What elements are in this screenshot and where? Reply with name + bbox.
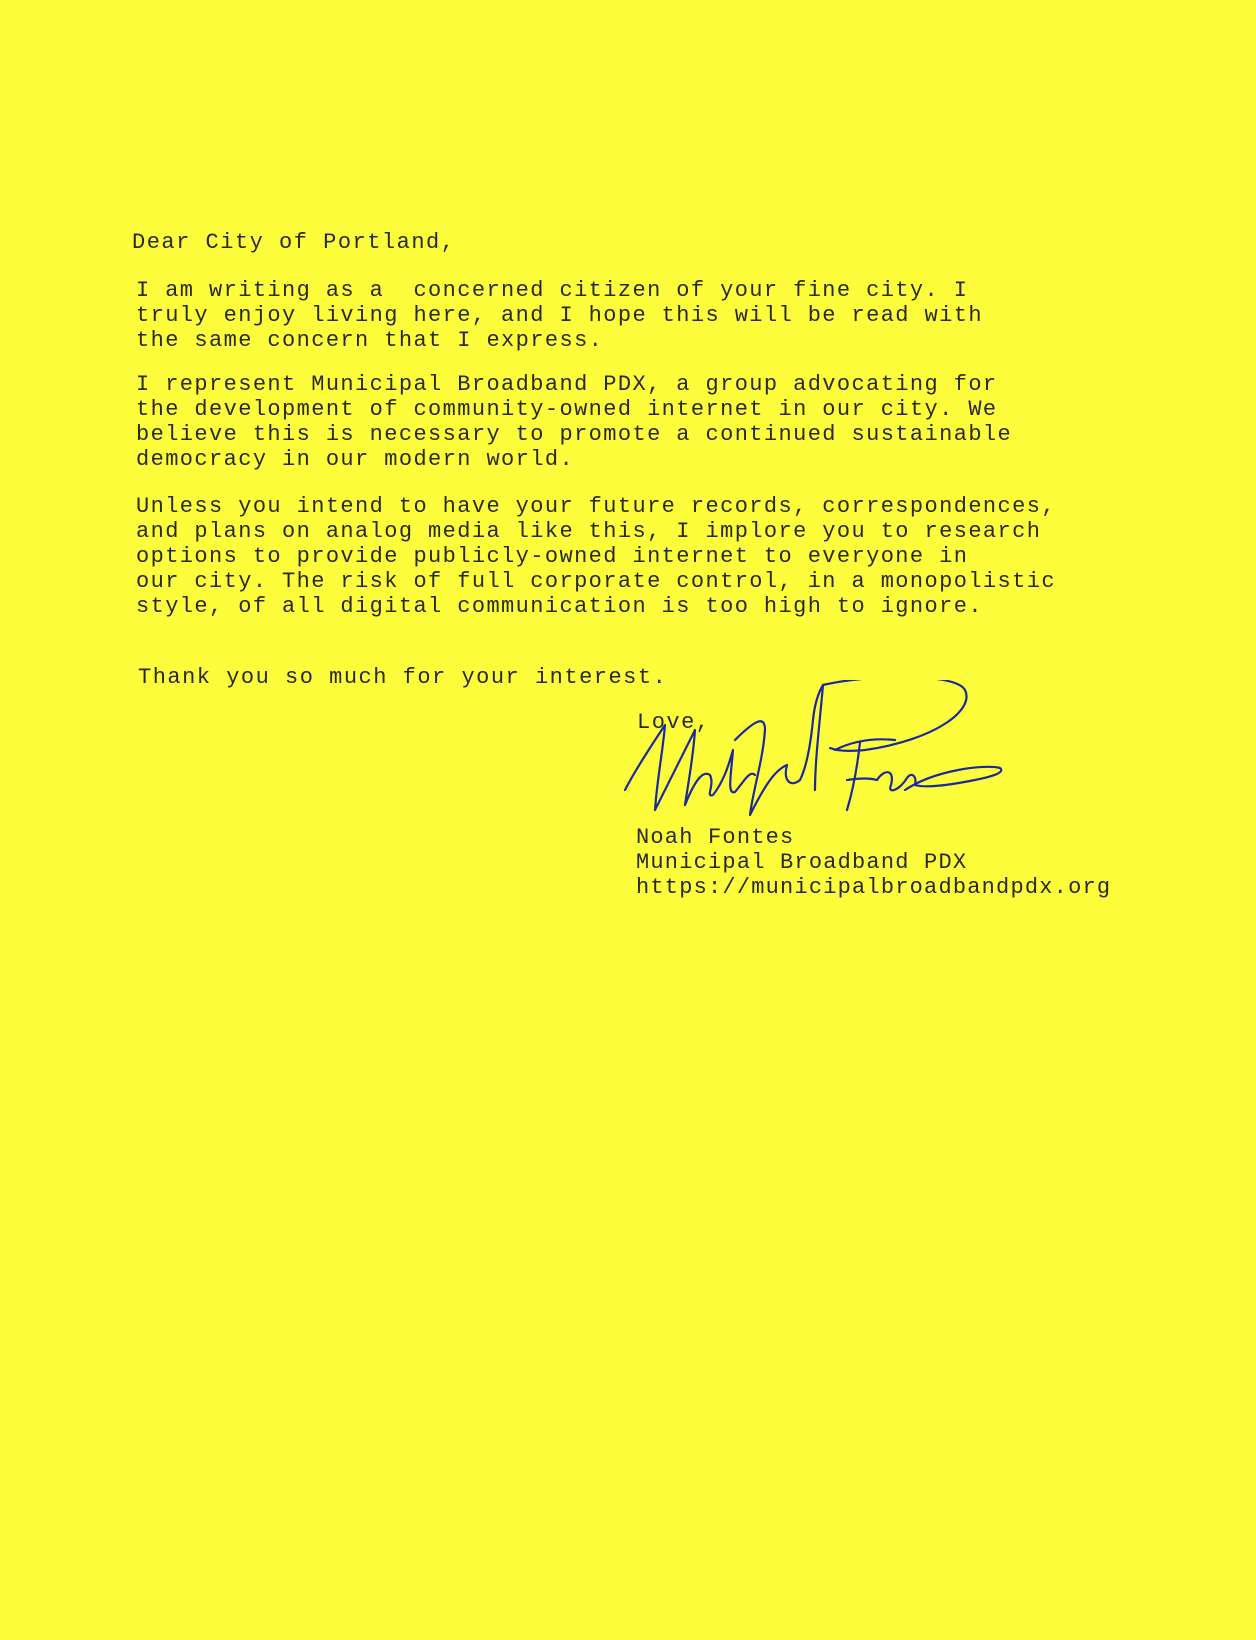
signer-organization: Municipal Broadband PDX [636,850,968,875]
paragraph-line: truly enjoy living here, and I hope this will be read with [136,303,983,328]
salutation: Dear City of Portland, [132,230,456,255]
paragraph-line: Unless you intend to have your future records, correspondences, [136,494,1056,519]
paragraph-1 [136,278,983,353]
signer-website: https://municipalbroadbandpdx.org [636,875,1112,900]
paragraph-line: our city. The risk of full corporate control, in a monopolistic [136,569,1056,594]
paragraph-line: I represent Municipal Broadband PDX, a group advocating for [136,372,998,397]
paragraph-line: believe this is necessary to promote a continued sustainable [136,422,1013,447]
paragraph-line: style, of all digital communication is too high to ignore. [136,594,983,619]
paragraph-line: and plans on analog media like this, I implore you to research [136,519,1042,544]
paragraph-line: the same concern that I express. [136,328,604,353]
paragraph-line: options to provide publicly-owned internet to everyone in [136,544,969,569]
signer-name: Noah Fontes [636,825,795,850]
closing: Love, [637,710,711,735]
paragraph-3 [136,494,1056,619]
paragraph-line: the development of community-owned internet in our city. We [136,397,998,422]
signature-block [636,825,1111,900]
thanks-line: Thank you so much for your interest. [138,665,668,690]
paragraph-line: democracy in our modern world. [136,447,575,472]
paragraph-line: I am writing as a concerned citizen of your fine city. I [136,278,969,303]
paragraph-2 [136,372,1012,472]
